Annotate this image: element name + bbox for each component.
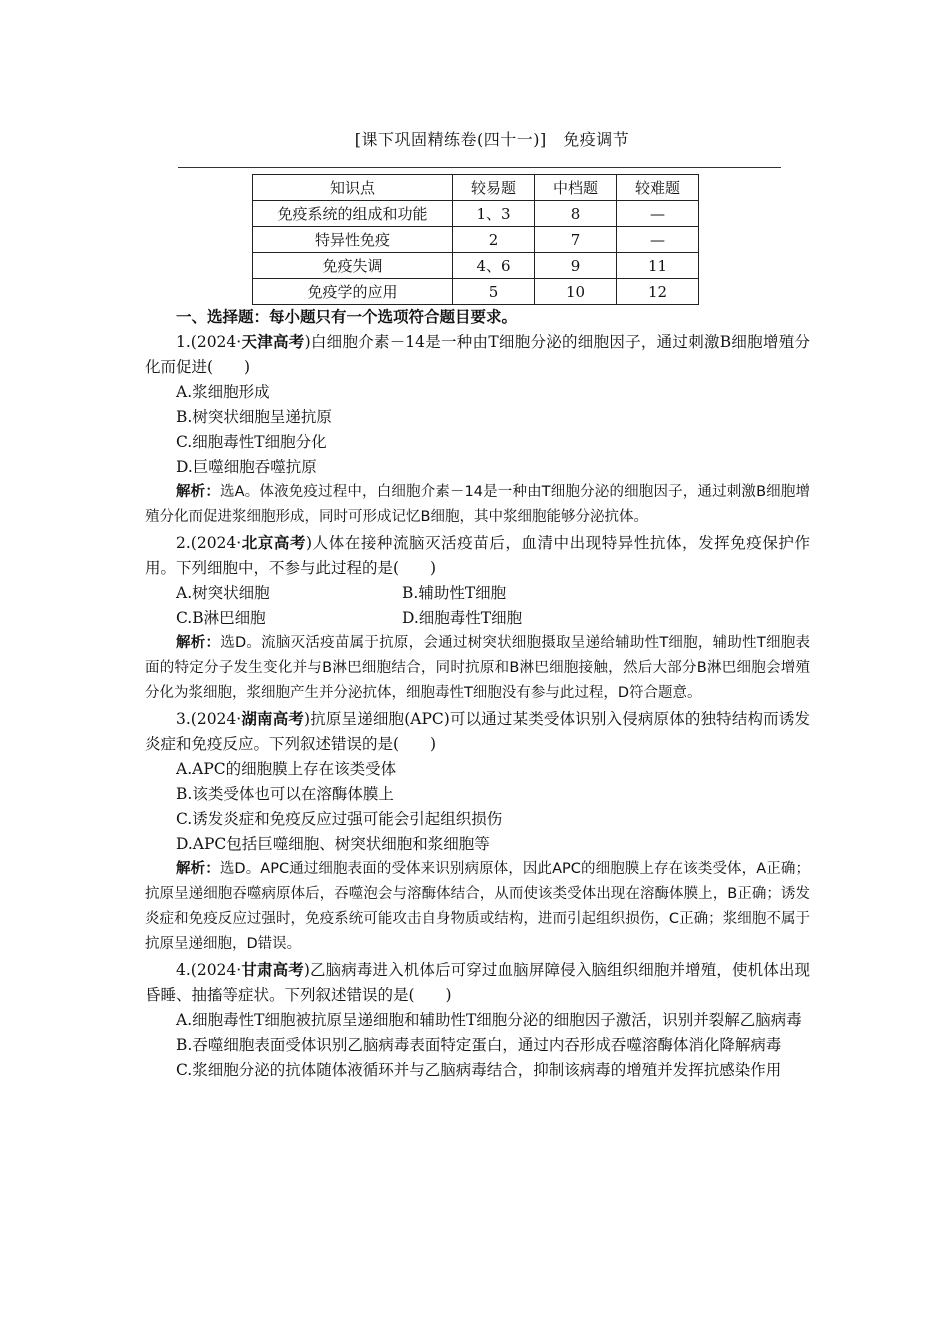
table-cell: — [617, 227, 699, 253]
table-header-cell: 知识点 [253, 175, 453, 201]
question-1-analysis [145, 480, 810, 530]
question-text: )人体在接种流脑灭活疫苗后，血清中出现特异性抗体，发挥免疫保护作用。下列细胞中，不参与此过程的是( ) [145, 534, 810, 577]
table-cell: — [617, 201, 699, 227]
option: B.吞噬细胞表面受体识别乙脑病毒表面特定蛋白，通过内吞形成吞噬溶酶体消化降解病毒 [176, 1036, 782, 1054]
table-cell: 12 [617, 279, 699, 305]
option: D.细胞毒性T细胞 [402, 609, 523, 627]
question-text: )抗原呈递细胞(APC)可以通过某类受体识别入侵病原体的独特结构而诱发炎症和免疫反应。下列叙述错误的是( ) [145, 710, 810, 753]
option-row [145, 581, 810, 606]
question-4-stem [145, 957, 810, 1008]
analysis-label: 解析： [176, 861, 220, 877]
question-number: 3.(2024· [176, 710, 242, 728]
option: A.浆细胞形成 [176, 383, 270, 401]
analysis-text: 选D。APC通过细胞表面的受体来识别病原体，因此APC的细胞膜上存在该类受体，A正确；抗原呈递细胞吞噬病原体后，吞噬泡会与溶酶体结合，从而使该类受体出现在溶酶体膜上，B正确；诱发炎症和免疫反应过强时，免疫系统可能攻击自身物质或结构，进而引起组织损伤，C正确；浆细胞不属于抗原呈递细胞，D错误。 [145, 861, 810, 952]
table-cell: 免疫失调 [253, 253, 453, 279]
table-cell: 1、3 [453, 201, 535, 227]
table-cell: 7 [535, 227, 617, 253]
question-2-stem [145, 530, 810, 581]
option: B.树突状细胞呈递抗原 [176, 408, 332, 426]
option: A.树突状细胞 [176, 584, 270, 602]
option: D.APC包括巨噬细胞、树突状细胞和浆细胞等 [176, 835, 490, 853]
table-cell: 9 [535, 253, 617, 279]
option: A.APC的细胞膜上存在该类受体 [176, 760, 397, 778]
analysis-label: 解析： [176, 484, 220, 500]
table-row [253, 227, 699, 253]
question-3-analysis [145, 857, 810, 957]
page-title: [课下巩固精练卷(四十一)] 免疫调节 [354, 130, 630, 149]
table-header-row [253, 175, 699, 201]
option: B.辅助性T细胞 [402, 584, 507, 602]
table-row [253, 253, 699, 279]
table-header-cell: 较难题 [617, 175, 699, 201]
question-2-analysis [145, 631, 810, 706]
table-cell: 免疫系统的组成和功能 [253, 201, 453, 227]
option: C.浆细胞分泌的抗体随体液循环并与乙脑病毒结合，抑制该病毒的增殖并发挥抗感染作用 [176, 1061, 782, 1079]
option: C.B淋巴细胞 [176, 609, 266, 627]
question-content [145, 304, 810, 1083]
option: C.诱发炎症和免疫反应过强可能会引起组织损伤 [176, 810, 503, 828]
table-cell: 2 [453, 227, 535, 253]
table-row [253, 279, 699, 305]
question-number: 4.(2024· [176, 961, 242, 979]
table-cell: 11 [617, 253, 699, 279]
table-cell: 特异性免疫 [253, 227, 453, 253]
question-3-stem [145, 706, 810, 757]
question-number: 2.(2024· [176, 534, 242, 552]
option: A.细胞毒性T细胞被抗原呈递细胞和辅助性T细胞分泌的细胞因子激活，识别并裂解乙脑病毒 [176, 1011, 802, 1029]
question-source: 湖南高考 [241, 709, 305, 728]
knowledge-table [252, 174, 699, 305]
question-source: 北京高考 [241, 533, 307, 552]
question-text: )乙脑病毒进入机体后可穿过血脑屏障侵入脑组织细胞并增殖，使机体出现昏睡、抽搐等症状。下列叙述错误的是( ) [145, 961, 810, 1004]
title-divider [178, 167, 781, 168]
question-source: 甘肃高考 [241, 960, 304, 979]
table-cell: 8 [535, 201, 617, 227]
table-cell: 5 [453, 279, 535, 305]
option: C.细胞毒性T细胞分化 [176, 433, 327, 451]
table-header-cell: 较易题 [453, 175, 535, 201]
table-row [253, 201, 699, 227]
table-cell: 4、6 [453, 253, 535, 279]
section-heading: 一、选择题：每小题只有一个选项符合题目要求。 [176, 307, 518, 326]
option: B.该类受体也可以在溶酶体膜上 [176, 785, 394, 803]
question-source: 天津高考 [241, 332, 305, 351]
question-number: 1.(2024· [176, 333, 242, 351]
option-row [145, 606, 810, 631]
question-1-stem [145, 329, 810, 380]
analysis-text: 选A。体液免疫过程中，白细胞介素－14是一种由T细胞分泌的细胞因子，通过刺激B细胞增殖分化而促进浆细胞形成，同时可形成记忆B细胞，其中浆细胞能够分泌抗体。 [145, 484, 811, 525]
option: D.巨噬细胞吞噬抗原 [176, 458, 317, 476]
table-header-cell: 中档题 [535, 175, 617, 201]
table-cell: 10 [535, 279, 617, 305]
table-cell: 免疫学的应用 [253, 279, 453, 305]
analysis-text: 选D。流脑灭活疫苗属于抗原，会通过树突状细胞摄取呈递给辅助性T细胞，辅助性T细胞表面的特定分子发生变化并与B淋巴细胞结合，同时抗原和B淋巴细胞接触，然后大部分B淋巴细胞会增殖分化为浆细胞，浆细胞产生并分泌抗体，细胞毒性T细胞没有参与此过程，D符合题意。 [145, 635, 810, 701]
analysis-label: 解析： [176, 635, 221, 651]
question-text: )白细胞介素－14是一种由T细胞分泌的细胞因子，通过刺激B细胞增殖分化而促进( ) [145, 333, 810, 376]
